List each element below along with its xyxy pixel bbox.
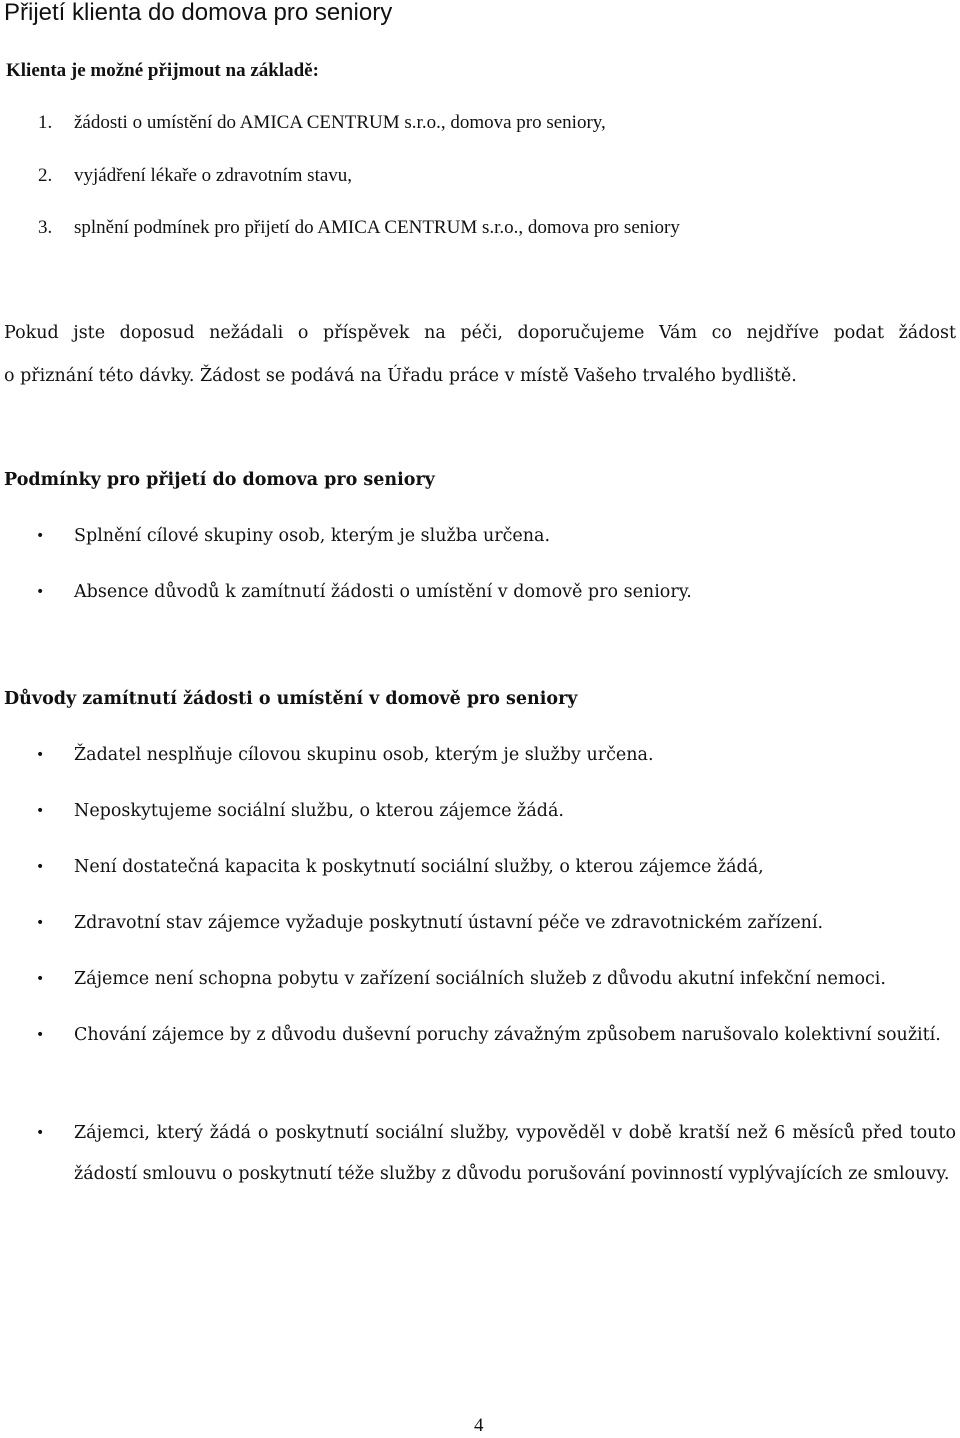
bullet-icon: •: [36, 859, 45, 875]
item-text: vyjádření lékaře o zdravotním stavu,: [74, 165, 353, 186]
list-item: Žadatel nesplňuje cílovou skupinu osob, kterým je služby určena.: [74, 745, 654, 765]
list-item: Absence důvodů k zamítnutí žádosti o umístění v domově pro seniory.: [74, 582, 692, 602]
list-item: Zájemce není schopna pobytu v zařízení sociálních služeb z důvodu akutní infekční nemoci.: [74, 969, 886, 989]
page-title: Přijetí klienta do domova pro seniory: [4, 0, 393, 26]
item-text: žádosti o umístění do AMICA CENTRUM s.r.o., domova pro seniory,: [74, 112, 606, 133]
list-item: Zájemci, který žádá o poskytnutí sociální služby, vypověděl v době kratší než 6 měsíců před touto žádostí smlouvu o poskytnutí téže služby z důvodu porušování povinností vyplývajících ze smlouvy.: [74, 1123, 956, 1184]
bullet-icon: •: [36, 747, 45, 763]
item-text: splnění podmínek pro přijetí do AMICA CENTRUM s.r.o., domova pro seniory: [74, 217, 680, 238]
list-item: Neposkytujeme sociální službu, o kterou zájemce žádá.: [74, 801, 564, 821]
numbered-item: [38, 216, 680, 240]
list-item: Není dostatečná kapacita k poskytnutí sociální služby, o kterou zájemce žádá,: [74, 857, 764, 877]
bullet-icon: •: [36, 1125, 45, 1141]
list-item: Splnění cílové skupiny osob, kterým je služba určena.: [74, 526, 551, 546]
item-number: 3.: [38, 217, 53, 238]
numbered-item: [38, 164, 352, 188]
bullet-icon: •: [36, 803, 45, 819]
bullet-icon: •: [36, 915, 45, 931]
page-number: 4: [474, 1415, 484, 1436]
bullet-icon: •: [36, 528, 45, 544]
list-item: Chování zájemce by z důvodu duševní poruchy závažným způsobem narušovalo kolektivní soužití.: [74, 1025, 941, 1045]
bullet-icon: •: [36, 1027, 45, 1043]
list-item: Zdravotní stav zájemce vyžaduje poskytnutí ústavní péče ve zdravotnickém zařízení.: [74, 913, 824, 933]
section-heading: Důvody zamítnutí žádosti o umístění v domově pro seniory: [4, 689, 578, 709]
section-heading: Podmínky pro přijetí do domova pro seniory: [4, 470, 435, 490]
numbered-item: [38, 111, 606, 135]
item-number: 1.: [38, 112, 53, 133]
item-number: 2.: [38, 165, 53, 186]
paragraph-line: o přiznání této dávky. Žádost se podává na Úřadu práce v místě Vašeho trvalého bydliště.: [4, 366, 797, 386]
bullet-icon: •: [36, 971, 45, 987]
paragraph-line: Pokud jste doposud nežádali o příspěvek na péči, doporučujeme Vám co nejdříve podat žádost: [4, 323, 956, 343]
intro-heading: Klienta je možné přijmout na základě:: [6, 60, 319, 81]
bullet-icon: •: [36, 584, 45, 600]
